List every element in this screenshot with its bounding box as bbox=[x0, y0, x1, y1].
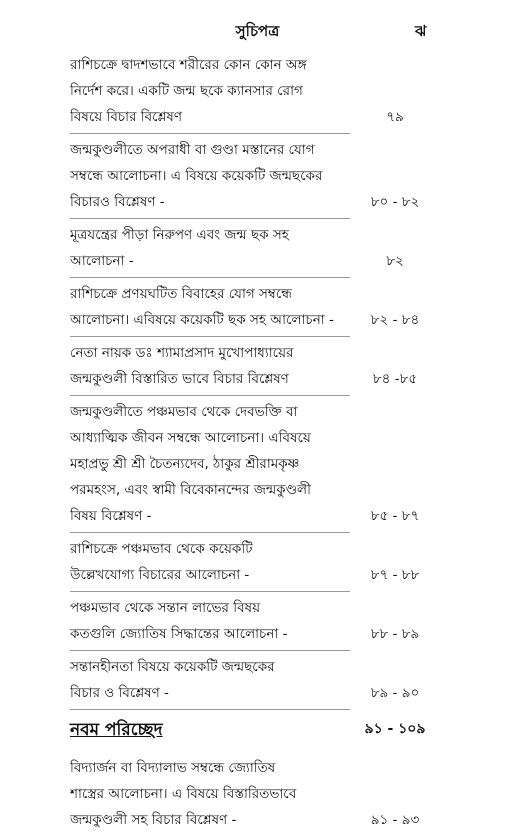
entry-pages: ৮২ bbox=[386, 253, 404, 269]
entry-line: নেতা নায়ক ডঃ শ্যামাপ্রসাদ মুখোপাধ্যায়ের bbox=[70, 345, 294, 361]
toc-entry bbox=[0, 281, 515, 340]
entry-line: রাশিচক্রে দ্বাদশভাবে শরীরের কোন কোন অঙ্গ bbox=[70, 57, 307, 73]
divider bbox=[70, 133, 350, 134]
toc-entry bbox=[0, 399, 515, 536]
divider bbox=[70, 591, 350, 592]
entry-line: সম্বন্ধে আলোচনা। এ বিষয়ে কয়েকটি জন্মছকের bbox=[70, 168, 323, 184]
entry-line: জন্মকুণ্ডলীতে পঞ্চমভাব থেকে দেবভক্তি বা bbox=[70, 404, 298, 420]
entry-line: বিচারও বিশ্লেষণ - bbox=[70, 194, 165, 210]
entry-line: বিদ্যার্জন বা বিদ্যালাভ সম্বন্ধে জ্যোতিষ bbox=[70, 760, 276, 776]
entry-line: কতগুলি জ্যোতিষ সিদ্ধান্তের আলোচনা - bbox=[70, 626, 288, 642]
toc-entry bbox=[0, 137, 515, 222]
entry-line: রাশিচক্রে প্রণয়ঘটিত বিবাহের যোগ সম্বন্ধে bbox=[70, 286, 292, 302]
entry-pages: ৮০ - ৮২ bbox=[370, 194, 420, 210]
toc-entry bbox=[0, 340, 515, 399]
entry-line: মহাপ্রভু শ্রী শ্রী চৈতন্যদেব, ঠাকুর শ্রীরামকৃষ্ণ bbox=[70, 456, 300, 472]
entry-line: রাশিচক্রে পঞ্চমভাব থেকে কয়েকটি bbox=[70, 541, 253, 557]
toc-list bbox=[0, 52, 515, 840]
divider bbox=[70, 709, 350, 710]
entry-line: সন্তানহীনতা বিষয়ে কয়েকটি জন্মছকের bbox=[70, 659, 275, 675]
entry-line: জন্মকুণ্ডলী সহ বিচার বিশ্লেষণ - bbox=[70, 812, 237, 828]
entry-pages: ৯১ - ৯৩ bbox=[370, 812, 420, 828]
entry-line: মূত্রযন্ত্রের পীড়া নিরুপণ এবং জন্ম ছক সহ bbox=[70, 227, 289, 243]
entry-pages: ৮৪ -৮৫ bbox=[372, 371, 418, 387]
toc-entry bbox=[0, 52, 515, 137]
entry-line: নির্দেশ করে। একটি জন্ম ছকে ক্যানসার রোগ bbox=[70, 83, 303, 99]
divider bbox=[70, 532, 350, 533]
entry-pages: ৮৫ - ৮৭ bbox=[370, 508, 420, 524]
entry-line: পঞ্চমভাব থেকে সন্তান লাভের বিষয় bbox=[70, 600, 261, 616]
entry-pages: ৭৯ bbox=[386, 109, 404, 125]
entry-pages: ৮৮ - ৮৯ bbox=[370, 626, 420, 642]
entry-line: বিষয়ে বিচার বিশ্লেষণ bbox=[70, 109, 183, 125]
entry-line: জন্মকুণ্ডলীতে অপরাধী বা গুণ্ডা মস্তানের যোগ bbox=[70, 142, 315, 158]
toc-entry bbox=[0, 755, 515, 840]
entry-line: আলোচনা - bbox=[70, 253, 134, 269]
entry-line: আধ্যাত্মিক জীবন সম্বন্ধে আলোচনা। এবিষয়ে bbox=[70, 430, 311, 446]
page-number: ঝ bbox=[415, 22, 427, 40]
chapter-pages: ৯১ - ১০৯ bbox=[364, 721, 426, 737]
page-title: সুচিপত্র bbox=[235, 22, 280, 40]
entry-pages: ৮৯ - ৯০ bbox=[370, 685, 420, 701]
entry-pages: ৮৭ - ৮৮ bbox=[370, 567, 420, 583]
entry-line: আলোচনা। এবিষয়ে কয়েকটি ছক সহ আলোচনা - bbox=[70, 312, 334, 328]
chapter-heading bbox=[0, 713, 515, 749]
entry-pages: ৮২ - ৮৪ bbox=[370, 312, 420, 328]
entry-line: শাস্ত্রের আলোচনা। এ বিষয়ে বিস্তারিতভাবে bbox=[70, 786, 297, 802]
toc-entry bbox=[0, 536, 515, 595]
entry-line: উল্লেখযোগ্য বিচারের আলোচনা - bbox=[70, 567, 250, 583]
entry-line: জন্মকুণ্ডলী বিস্তারিত ভাবে বিচার বিশ্লেষণ bbox=[70, 371, 289, 387]
entry-line: পরমহংস, এবং স্বামী বিবেকানন্দের জন্মকুণ্ডলী bbox=[70, 482, 311, 498]
entry-line: বিষয় বিশ্লেষণ - bbox=[70, 508, 152, 524]
divider bbox=[70, 650, 350, 651]
divider bbox=[70, 395, 350, 396]
chapter-title: নবম পরিচ্ছেদ bbox=[70, 720, 163, 740]
toc-entry bbox=[0, 222, 515, 281]
divider bbox=[70, 336, 350, 337]
toc-entry bbox=[0, 595, 515, 654]
divider bbox=[70, 218, 350, 219]
divider bbox=[70, 277, 350, 278]
toc-entry bbox=[0, 654, 515, 713]
entry-line: বিচার ও বিশ্লেষণ - bbox=[70, 685, 169, 701]
